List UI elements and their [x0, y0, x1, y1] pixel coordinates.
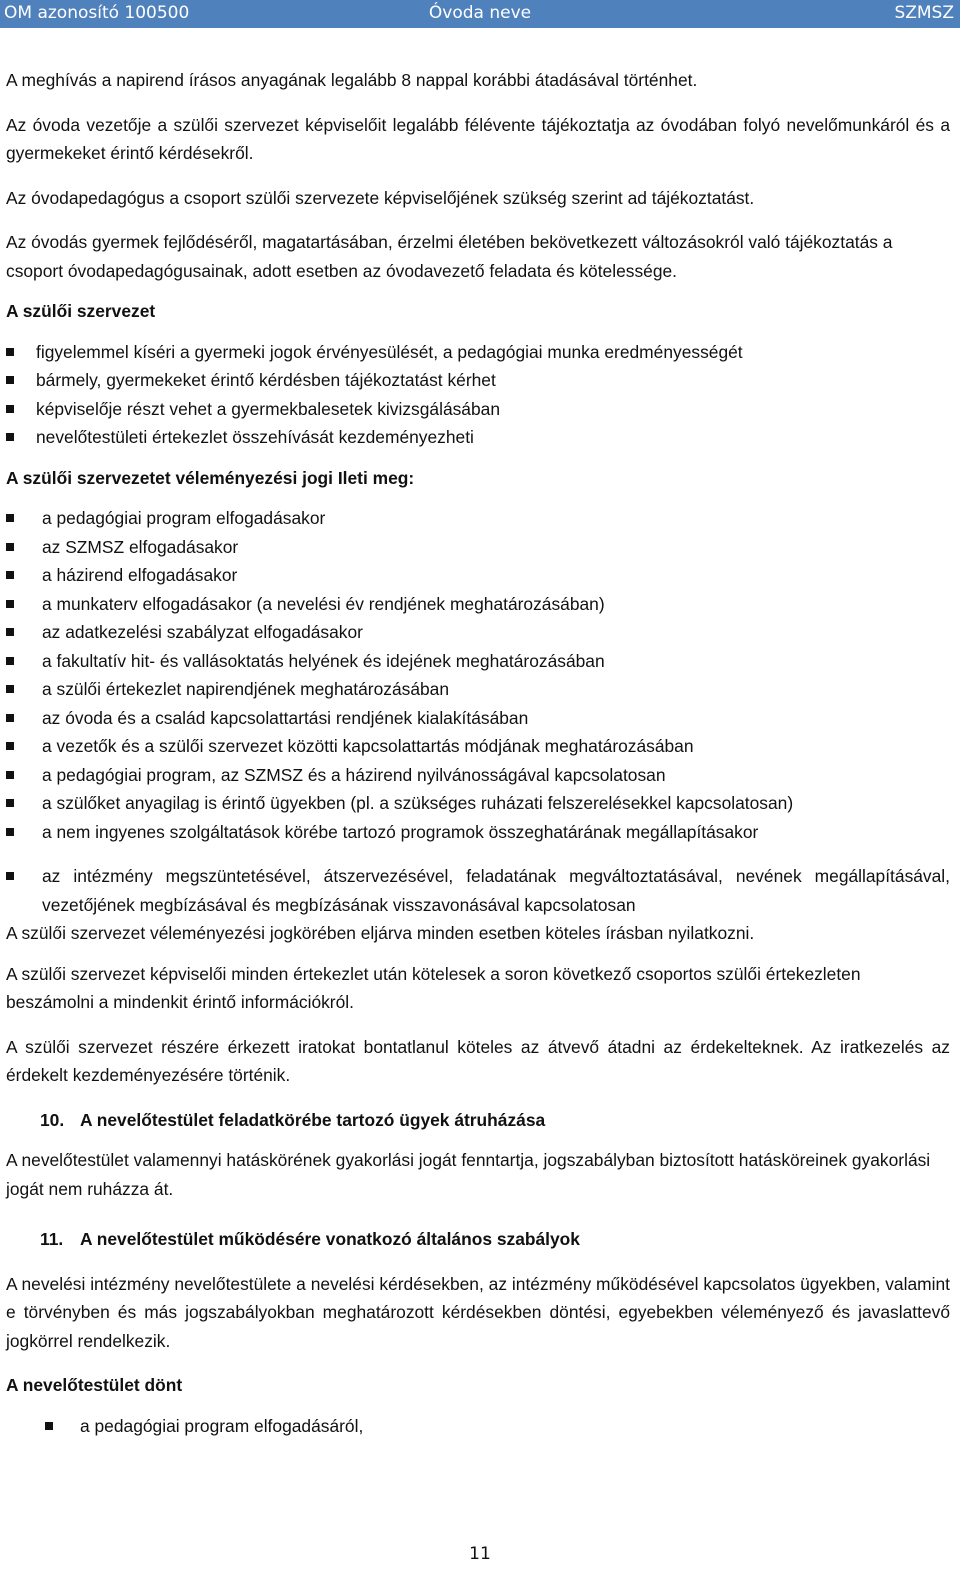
opinion-rights-list: [6, 504, 950, 919]
list-item: nevelőtestületi értekezlet összehívását kezdeményezheti: [6, 423, 950, 452]
list-item: a pedagógiai program elfogadásakor: [6, 504, 950, 533]
paragraph-document-handling: A szülői szervezet részére érkezett iratokat bontatlanul köteles az átvevő átadni az érdekelteknek. Az iratkezelés az érdekelt kezdeményezésére történik.: [6, 1036, 950, 1085]
list-item: az óvoda és a család kapcsolattartási rendjének kialakításában: [6, 704, 950, 733]
list-item: bármely, gyermekeket érintő kérdésben tájékoztatást kérhet: [6, 366, 950, 395]
list-item: a nem ingyenes szolgáltatások körébe tartozó programok összeghatárának megállapításakor: [6, 818, 950, 847]
list-item: a szülőket anyagilag is érintő ügyekben (pl. a szükséges ruházati felszerelésekkel kapcsolatosan): [6, 789, 950, 818]
paragraph-teacher-info: Az óvodapedagógus a csoport szülői szervezete képviselőjének szükség szerint ad tájékoztatást.: [6, 187, 755, 208]
paragraph-child-development: Az óvodás gyermek fejlődéséről, magatartásában, érzelmi életében bekövetkezett változásokról való tájékoztatás a csoport óvodapedagógusainak, adott esetben az óvodavezető feladata és kötelessége.: [6, 232, 893, 281]
section-title: A nevelőtestület feladatkörébe tartozó ügyek átruházása: [80, 1109, 546, 1130]
list-item: a fakultatív hit- és vallásoktatás helyének és idejének meghatározásában: [6, 647, 950, 676]
page-number: 11: [469, 1544, 491, 1564]
staff-decides-list: [6, 1412, 950, 1441]
section-10-text: A nevelőtestület valamennyi hatáskörének gyakorlási jogát fenntartja, jogszabályban biztosított hatásköreinek gyakorlási jogát nem ruházza át.: [6, 1150, 931, 1199]
header-institution-name: Óvoda neve: [428, 3, 532, 23]
list-item: a házirend elfogadásakor: [6, 561, 950, 590]
paragraph-report-duty: A szülői szervezet képviselői minden értekezlet után kötelesek a soron következő csoportos szülői értekezleten beszámolni a mindenkit érintő információkról.: [6, 963, 861, 1012]
section-number: 10.: [40, 1109, 65, 1130]
page-header: [0, 0, 960, 28]
list-item: az SZMSZ elfogadásakor: [6, 533, 950, 562]
list-item: az adatkezelési szabályzat elfogadásakor: [6, 618, 950, 647]
paragraph-leader-info: Az óvoda vezetője a szülői szervezet képviselőit legalább félévente tájékoztatja az óvodában folyó nevelőmunkáról és a gyermekeket érintő kérdésekről.: [6, 114, 950, 163]
paragraph-invitation: A meghívás a napirend írásos anyagának legalább 8 nappal korábbi átadásával történhet.: [6, 70, 698, 90]
heading-opinion-rights: A szülői szervezetet véleményezési jogi Ileti meg:: [6, 467, 415, 488]
document-body: [6, 66, 950, 1440]
heading-parent-organization: A szülői szervezet: [6, 301, 156, 321]
heading-staff-decides: A nevelőtestület dönt: [6, 1375, 183, 1395]
section-title: A nevelőtestület működésére vonatkozó általános szabályok: [80, 1229, 580, 1249]
list-item: a vezetők és a szülői szervezet közötti kapcsolattartás módjának meghatározásában: [6, 732, 950, 761]
list-item: a pedagógiai program elfogadásáról,: [6, 1412, 950, 1441]
header-om-id: OM azonosító 100500: [4, 3, 190, 23]
section-11-heading: [6, 1225, 950, 1254]
list-item: az intézmény megszüntetésével, átszervezésével, feladatának megváltoztatásával, nevének megállapításával, vezetőjének megbízásával és megbízásának visszavonásával kapcsolatosan: [6, 862, 950, 919]
list-item: a szülői értekezlet napirendjének meghatározásában: [6, 675, 950, 704]
section-number: 11.: [40, 1229, 64, 1249]
list-item: a munkaterv elfogadásakor (a nevelési év rendjének meghatározásában): [6, 590, 950, 619]
header-document-code: SZMSZ: [894, 3, 954, 23]
list-item: képviselője részt vehet a gyermekbalesetek kivizsgálásában: [6, 395, 950, 424]
section-11-text: A nevelési intézmény nevelőtestülete a nevelési kérdésekben, az intézmény működésével kapcsolatos ügyekben, valamint e törvényben és más jogszabályokban meghatározott kérdésekben döntési, egyebekben véleményező és javaslattevő jogkörrel rendelkezik.: [6, 1273, 950, 1351]
section-10-heading: [6, 1106, 950, 1135]
list-item: a pedagógiai program, az SZMSZ és a házirend nyilvánosságával kapcsolatosan: [6, 761, 950, 790]
list-item: figyelemmel kíséri a gyermeki jogok érvényesülését, a pedagógiai munka eredményességét: [6, 338, 950, 367]
parent-organization-list: [6, 338, 950, 452]
paragraph-written-statement: A szülői szervezet véleményezési jogkörében eljárva minden esetben köteles írásban nyilatkozni.: [6, 923, 755, 943]
